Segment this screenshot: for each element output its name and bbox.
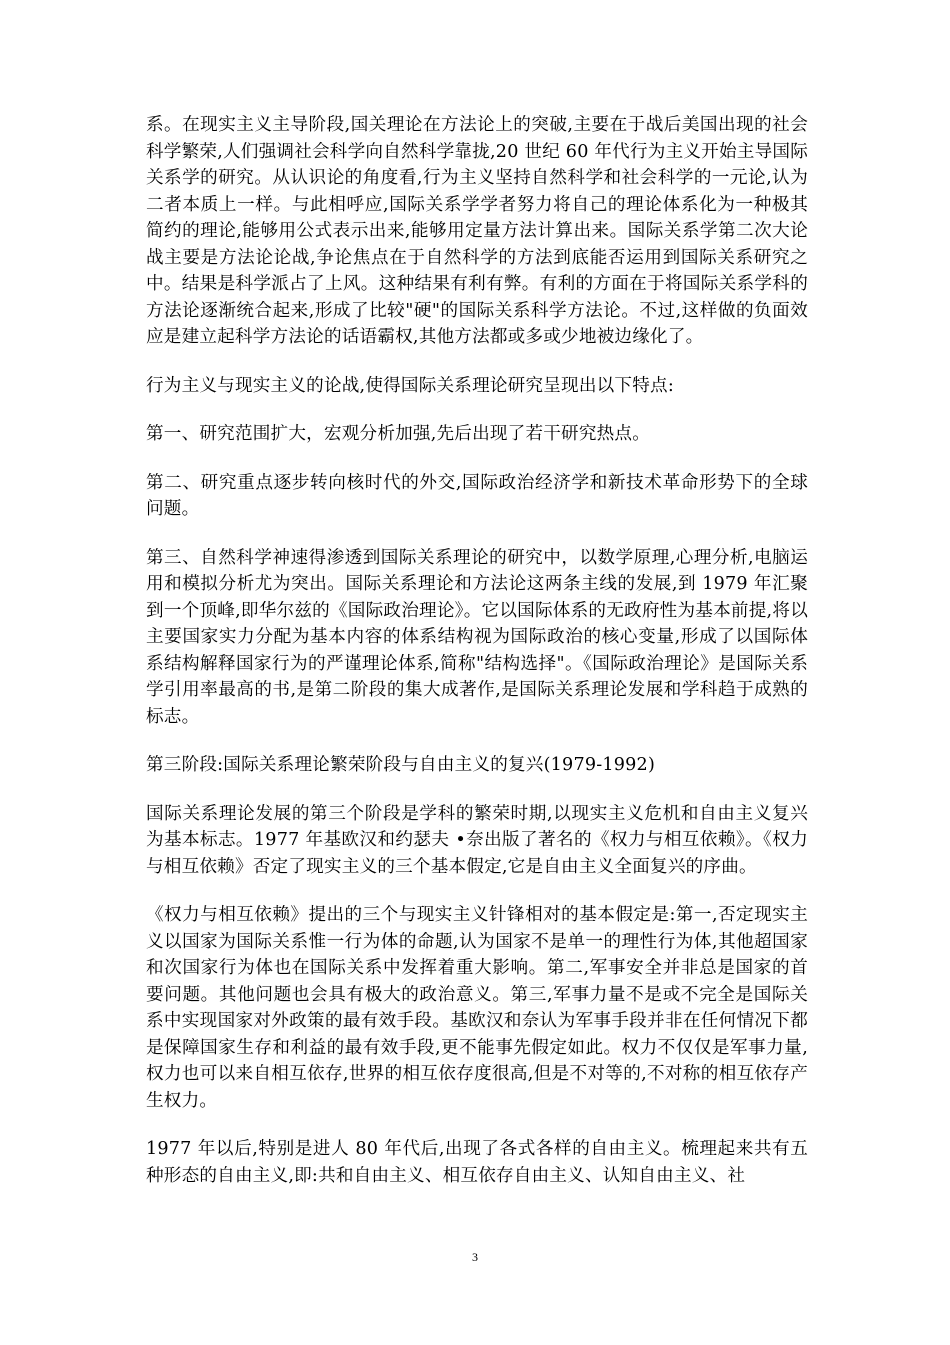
paragraph-feature-two: 第二、研究重点逐步转向核时代的外交,国际政治经济学和新技术革命形势下的全球问题。: [146, 472, 808, 519]
paragraph-feature-one: 第一、研究范围扩大，宏观分析加强,先后出现了若干研究热点。: [146, 424, 651, 444]
paragraph-feature-three: 第三、自然科学神速得渗透到国际关系理论的研究中，以数学原理,心理分析,电脑运用和模拟分析尤为突出。国际关系理论和方法论这两条主线的发展,到 1979 年汇聚到一个顶峰,即华尔兹的《国际政治理论》。它以国际体系的无政府性为基本前提,将以主要国家实力分配为基本内容的体系结构视为国际政治的核心变量,形成了以国际体系结构解释国家行为的严谨理论体系,简称"结构选择"。《国际政治理论》是国际关系学引用率最高的书,是第二阶段的集大成著作,是国际关系理论发展和学科趋于成熟的标志。: [146, 547, 808, 727]
page-number: 3: [472, 1250, 478, 1264]
paragraph-liberalism-forms: 1977 年以后,特别是进人 80 年代后,出现了各式各样的自由主义。梳理起来共有五种形态的自由主义,即:共和自由主义、相互依存自由主义、认知自由主义、社: [146, 1139, 808, 1186]
document-body: [146, 112, 808, 1211]
section-heading-third-stage: 第三阶段:国际关系理论繁荣阶段与自由主义的复兴(1979-1992): [146, 755, 656, 775]
paragraph-debate-features-intro: 行为主义与现实主义的论战,使得国际关系理论研究呈现出以下特点:: [146, 375, 674, 396]
paragraph-methodology-debate: 系。在现实主义主导阶段,国关理论在方法论上的突破,主要在于战后美国出现的社会科学繁荣,人们强调社会科学向自然科学靠拢,20 世纪 60 年代行为主义开始主导国际关系学的研究。从认识论的角度看,行为主义坚持自然科学和社会科学的一元论,认为二者本质上一样。与此相呼应,国际关系学学者努力将自己的理论体系化为一种极其简约的理论,能够用公式表示出来,能够用定量方法计算出来。国际关系学第二次大论战主要是方法论论战,争论焦点在于自然科学的方法到底能否运用到国际关系研究之中。结果是科学派占了上风。这种结果有利有弊。有利的方面在于将国际关系学科的方法论逐渐统合起来,形成了比较"硬"的国际关系科学方法论。不过,这样做的负面效应是建立起科学方法论的话语霸权,其他方法都或多或少地被边缘化了。: [146, 115, 808, 347]
paragraph-power-interdependence-assumptions: 《权力与相互依赖》提出的三个与现实主义针锋相对的基本假定是:第一,否定现实主义以国家为国际关系惟一行为体的命题,认为国家不是单一的理性行为体,其他超国家和次国家行为体也在国际关系中发挥着重大影响。第二,军事安全并非总是国家的首要问题。其他问题也会具有极大的政治意义。第三,军事力量不是或不完全是国际关系中实现国家对外政策的最有效手段。基欧汉和奈认为军事手段并非在任何情况下都是保障国家生存和利益的最有效手段,更不能事先假定如此。权力不仅仅是军事力量,权力也可以来自相互依存,世界的相互依存度很高,但是不对等的,不对称的相互依存产生权力。: [146, 905, 808, 1111]
paragraph-third-stage-overview: 国际关系理论发展的第三个阶段是学科的繁荣时期,以现实主义危机和自由主义复兴为基本标志。1977 年基欧汉和约瑟夫 •奈出版了著名的《权力与相互依赖》。《权力与相互依赖》否定了现实主义的三个基本假定,它是自由主义全面复兴的序曲。: [146, 803, 808, 877]
